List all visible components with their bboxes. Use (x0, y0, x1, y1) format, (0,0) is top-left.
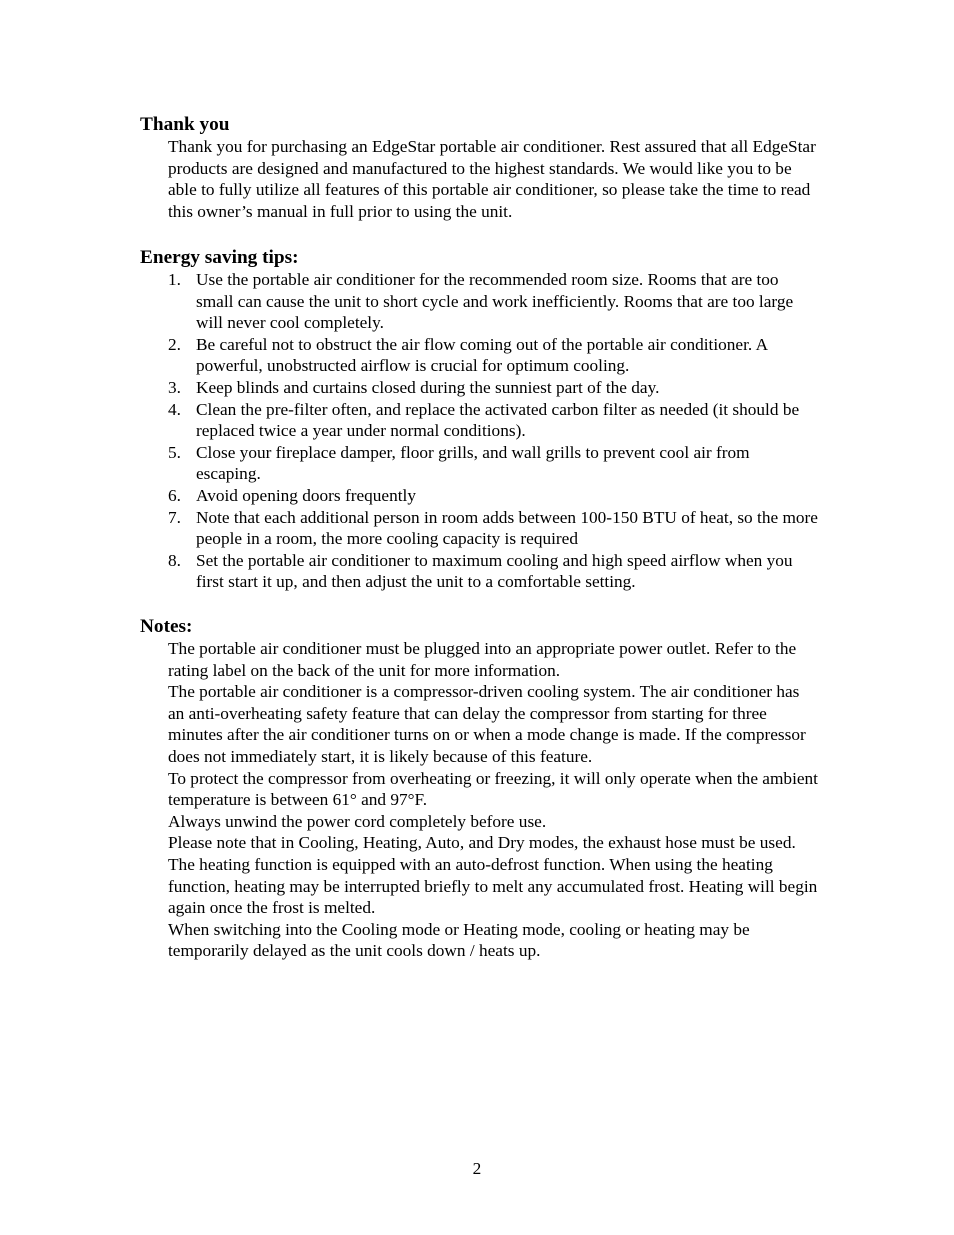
notes-heading: Notes: (140, 616, 193, 637)
note-paragraph: To protect the compressor from overheating or freezing, it will only operate when the ambient temperature is between 61° and 97°F. (168, 768, 818, 810)
thank-you-heading: Thank you (140, 114, 230, 135)
list-item (168, 399, 818, 442)
list-item-text: Set the portable air conditioner to maximum cooling and high speed airflow when you first start it up, and then adjust the unit to a comfortable setting. (196, 550, 793, 592)
note-paragraph: The portable air conditioner must be plugged into an appropriate power outlet. Refer to the rating label on the back of the unit for more information. (168, 639, 797, 680)
list-item-number: 3. (168, 377, 181, 397)
thank-you-section (140, 114, 830, 222)
page-number: 2 (472, 1159, 482, 1178)
thank-you-body: Thank you for purchasing an EdgeStar portable air conditioner. Rest assured that all EdgeStar products are designed and manufactured to the highest standards. We would like you to be able to fully utilize all features of this portable air conditioner, so please take the time to read this owner’s manual in full prior to using the unit. (168, 137, 816, 221)
list-item (168, 269, 818, 334)
energy-tips-heading: Energy saving tips: (140, 247, 299, 268)
list-item-text: Note that each additional person in room adds between 100-150 BTU of heat, so the more people in a room, the more cooling capacity is required (196, 507, 818, 549)
list-item-number: 7. (168, 507, 181, 527)
note-paragraph: When switching into the Cooling mode or Heating mode, cooling or heating may be temporarily delayed as the unit cools down / heats up. (168, 919, 750, 961)
list-item-number: 6. (168, 485, 181, 505)
list-item-text: Use the portable air conditioner for the recommended room size. Rooms that are too small can cause the unit to short cycle and work inefficiently. Rooms that are too large will never cool completely. (196, 270, 794, 333)
note-paragraph: Please note that in Cooling, Heating, Auto, and Dry modes, the exhaust hose must be used. (168, 833, 796, 853)
list-item-text: Clean the pre-filter often, and replace the activated carbon filter as needed (it should be replaced twice a year under normal conditions). (196, 399, 800, 441)
energy-tips-list (140, 269, 830, 593)
list-item-number: 4. (168, 399, 181, 419)
list-item (168, 507, 818, 550)
list-item-number: 1. (168, 270, 181, 289)
list-item (168, 550, 818, 593)
list-item-text: Be careful not to obstruct the air flow coming out of the portable air conditioner. A powerful, unobstructed airflow is crucial for optimum cooling. (196, 334, 768, 376)
list-item (168, 442, 818, 485)
list-item-text: Close your fireplace damper, floor grills, and wall grills to prevent cool air from escaping. (196, 442, 750, 484)
note-paragraph: The heating function is equipped with an auto-defrost function. When using the heating function, heating may be interrupted briefly to melt any accumulated frost. Heating will begin again once the frost is melted. (168, 854, 818, 918)
list-item-number: 8. (168, 550, 181, 570)
energy-tips-section (140, 247, 830, 593)
list-item (168, 334, 818, 377)
list-item-text: Keep blinds and curtains closed during the sunniest part of the day. (196, 377, 660, 397)
note-paragraph: Always unwind the power cord completely before use. (168, 811, 547, 831)
notes-section (140, 616, 830, 962)
list-item-text: Avoid opening doors frequently (196, 485, 416, 505)
list-item (168, 485, 818, 507)
list-item-number: 2. (168, 334, 181, 354)
list-item (168, 377, 818, 399)
list-item-number: 5. (168, 442, 181, 462)
note-paragraph: The portable air conditioner is a compressor-driven cooling system. The air conditioner has an anti-overheating safety feature that can delay the compressor from starting for three minutes after the air conditioner turns on or when a mode change is made. If the compressor does not immediately start, it is likely because of this feature. (168, 682, 806, 766)
